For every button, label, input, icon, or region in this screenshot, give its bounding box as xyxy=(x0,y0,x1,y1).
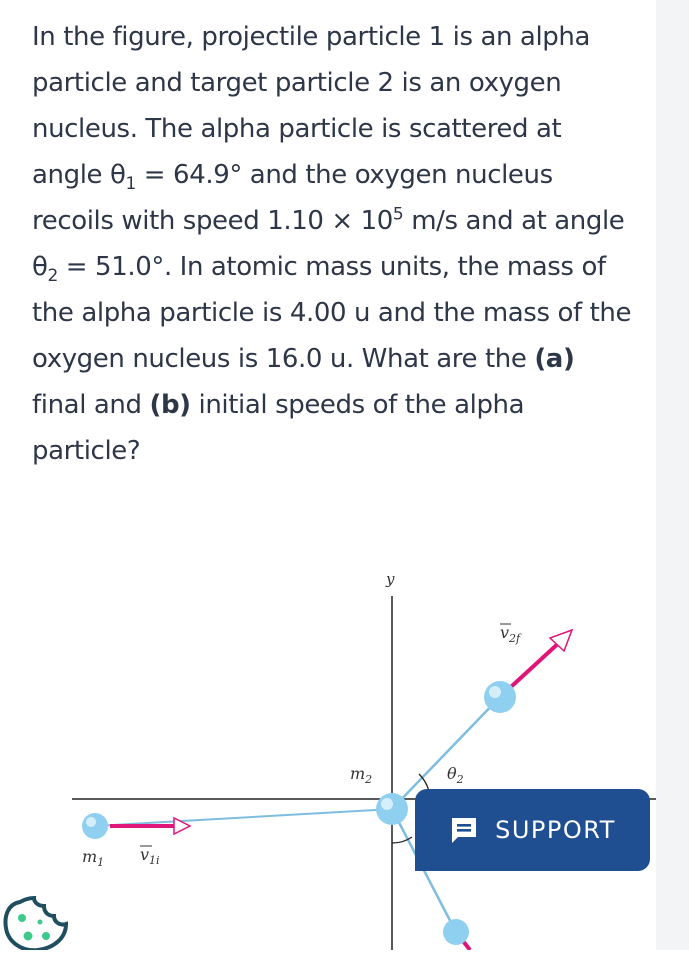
m1-label: $m_1$ xyxy=(82,847,105,869)
v1i-label: $v_{1i}$ xyxy=(140,845,160,867)
y-axis-label: y xyxy=(386,570,395,588)
incoming-path xyxy=(95,809,392,826)
chat-icon xyxy=(449,815,479,845)
cookie-icon xyxy=(0,892,80,950)
scroll-gutter xyxy=(656,0,689,950)
particle-1-initial xyxy=(82,813,108,839)
particle-2-final xyxy=(484,681,516,713)
m2-label: $m_2$ xyxy=(350,764,373,786)
theta2-label: $\theta_2$ xyxy=(447,764,464,786)
particle-1-final xyxy=(443,919,469,945)
particle-2-initial xyxy=(376,793,408,825)
support-button[interactable] xyxy=(415,789,650,871)
collision-figure xyxy=(0,560,656,950)
part-a-label: (a) xyxy=(534,344,575,374)
cookie-settings-button[interactable] xyxy=(0,892,80,950)
support-label: SUPPORT xyxy=(495,816,616,844)
question-text: In the figure, projectile particle 1 is an alpha particle and target particle 2 is an oxygen nucleus. The alpha particle is scattered at angle $\theta_1 = 64.9^\circ$ and the oxygen nucleus recoils with speed $1.10 \times 10^5$ m/s and at angle $\theta_2 = 51.0^\circ$. In atomic mass units, the mass of the alpha particle is 4.00 u and the mass of the oxygen nucleus is 16.0 u. What are the (a) final and (b) initial speeds of the alpha particle? xyxy=(32,22,632,466)
v2f-label: $v_{2f}$ xyxy=(500,623,521,645)
part-b-label: (b) xyxy=(149,390,191,420)
